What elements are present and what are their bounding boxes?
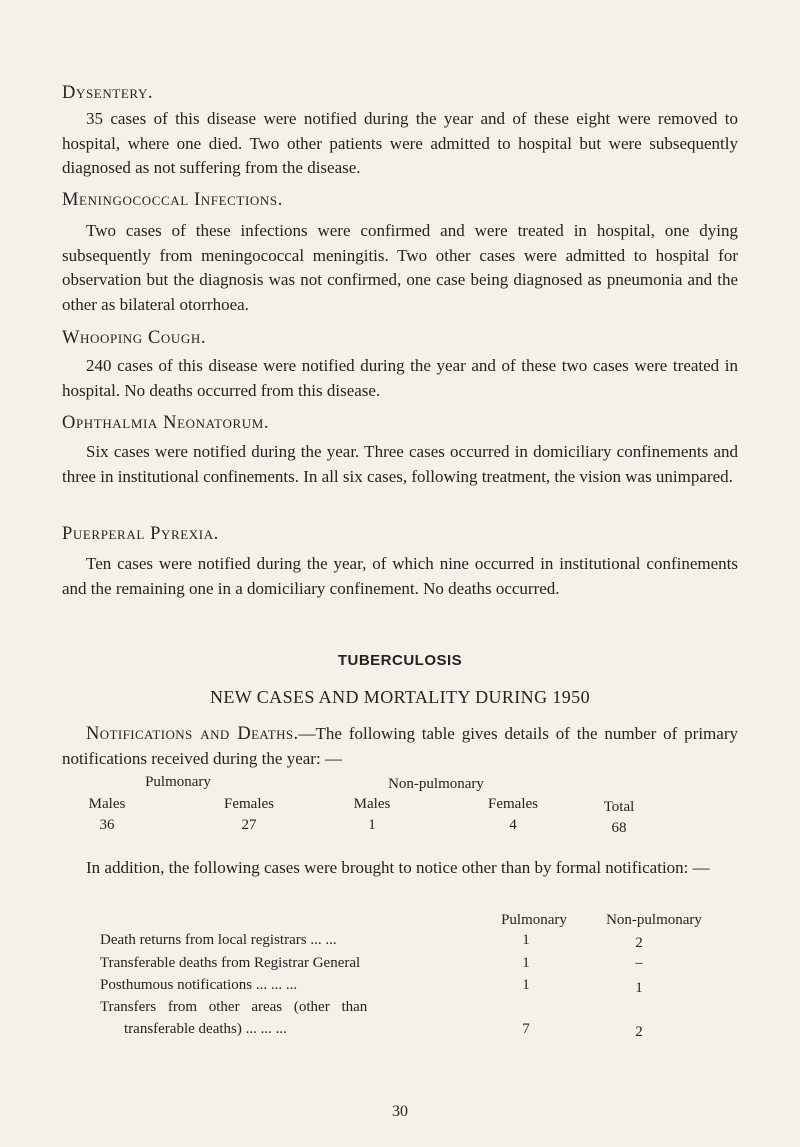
- group-header-pulmonary: Pulmonary: [145, 774, 211, 790]
- section-heading-dysentery: Dysentery.: [62, 83, 154, 103]
- section-heading-meningococcal: Meningococcal Infections.: [62, 190, 283, 210]
- row-pulmonary-value: 1: [522, 955, 530, 971]
- value-total: 68: [611, 820, 627, 836]
- tuberculosis-subtitle: NEW CASES AND MORTALITY DURING 1950: [210, 687, 590, 707]
- header-males-non-pulmonary: Males: [353, 796, 391, 812]
- row-label: Death returns from local registrars ... ...: [100, 932, 337, 948]
- value-females-pulmonary: 27: [241, 817, 257, 833]
- header-total: Total: [603, 799, 635, 815]
- header-males-pulmonary: Males: [88, 796, 126, 812]
- section-text-dysentery: 35 cases of this disease were notified during the year and of these eight were removed to hospital, where one died. Two other patients were admitted to hospital but were subsequently diagnosed as not suffering from the disease.: [62, 109, 738, 177]
- notifications-text: —The following table gives details of the number of primary notifications received during the year: —: [62, 724, 738, 768]
- col-header-pulmonary: Pulmonary: [501, 912, 567, 928]
- section-text-whooping-cough: 240 cases of this disease were notified during the year and of these two cases were treated in hospital. No deaths occurred from this disease.: [62, 356, 738, 400]
- section-text-ophthalmia: Six cases were notified during the year. Three cases occurred in domiciliary confinements and three in institutional confinements. In all six cases, following treatment, the vision was unimpared.: [62, 442, 738, 486]
- notifications-lead: Notifications and Deaths.: [86, 724, 299, 744]
- value-males-non-pulmonary: 1: [368, 817, 376, 833]
- row-label: Posthumous notifications ... ... ...: [100, 977, 298, 993]
- row-pulmonary-value: 1: [522, 977, 530, 993]
- row-label: Transfers from other areas (other than: [100, 999, 368, 1015]
- header-females-non-pulmonary: Females: [488, 796, 538, 812]
- value-females-non-pulmonary: 4: [509, 817, 517, 833]
- row-non-pulmonary-value: 2: [635, 935, 643, 951]
- header-females-pulmonary: Females: [224, 796, 274, 812]
- row-non-pulmonary-value: –: [635, 955, 643, 971]
- row-label: Transferable deaths from Registrar General: [100, 955, 361, 971]
- section-heading-ophthalmia: Ophthalmia Neonatorum.: [62, 413, 270, 433]
- notifications-paragraph: [62, 722, 738, 771]
- row-non-pulmonary-value: 2: [635, 1024, 643, 1040]
- section-text-meningococcal: Two cases of these infections were confirmed and were treated in hospital, one dying subsequently from meningococcal meningitis. Two other cases were admitted to hospital for observation but the diagnosis was not confirmed, one case being diagnosed as pneumonia and the other as bilateral otorrhoea.: [62, 221, 738, 314]
- section-heading-whooping-cough: Whooping Cough.: [62, 328, 207, 348]
- tuberculosis-title: TUBERCULOSIS: [337, 652, 463, 669]
- row-non-pulmonary-value: 1: [635, 980, 643, 996]
- row-label: transferable deaths) ... ... ...: [124, 1021, 287, 1037]
- section-text-puerperal-pyrexia: Ten cases were notified during the year, of which nine occurred in institutional confinements and the remaining one in a domiciliary confinement. No deaths occurred.: [62, 554, 738, 598]
- group-header-non-pulmonary: Non-pulmonary: [388, 776, 484, 792]
- section-heading-puerperal-pyrexia: Puerperal Pyrexia.: [62, 524, 219, 544]
- addition-paragraph: In addition, the following cases were brought to notice other than by formal notification: —: [86, 858, 710, 877]
- row-pulmonary-value: 1: [522, 932, 530, 948]
- row-pulmonary-value: 7: [522, 1021, 530, 1037]
- value-males-pulmonary: 36: [99, 817, 115, 833]
- page-number: 30: [392, 1103, 408, 1120]
- col-header-non-pulmonary: Non-pulmonary: [606, 912, 702, 928]
